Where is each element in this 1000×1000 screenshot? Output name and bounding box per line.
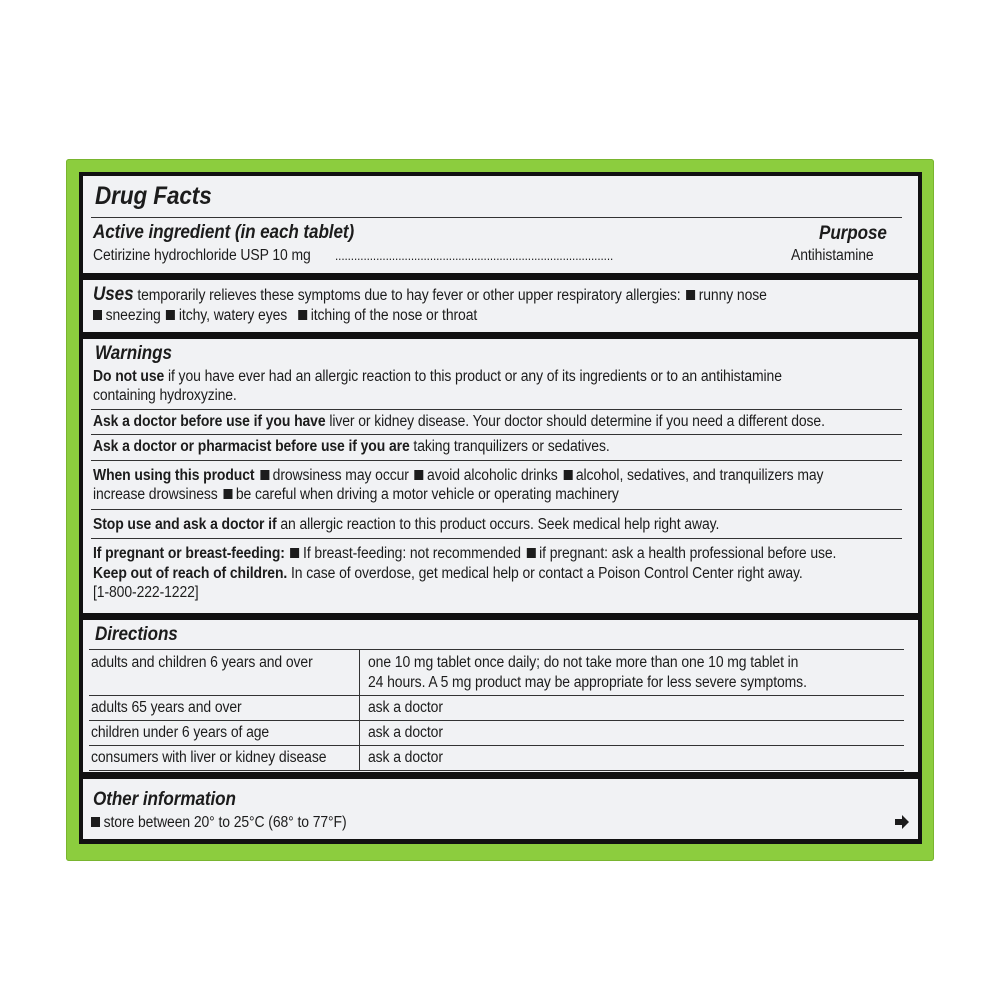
directions-what: ask a doctor xyxy=(368,724,443,741)
stop-use-label: Stop use and ask a doctor if xyxy=(93,516,277,533)
square-bullet-icon xyxy=(298,310,307,320)
directions-what: 24 hours. A 5 mg product may be appropriate for less severe symptoms. xyxy=(368,674,807,691)
directions-what: ask a doctor xyxy=(368,699,443,716)
directions-section xyxy=(83,620,918,772)
ask-pharmacist-label: Ask a doctor or pharmacist before use if you are xyxy=(93,438,410,455)
do-not-use-text-2: containing hydroxyzine. xyxy=(93,387,237,404)
divider xyxy=(91,217,902,218)
storage-text: store between 20° to 25°C (68° to 77°F) xyxy=(103,814,347,831)
other-information-line xyxy=(91,813,347,832)
square-bullet-icon xyxy=(223,489,232,499)
arrow-right-icon xyxy=(895,815,909,829)
directions-who: consumers with liver or kidney disease xyxy=(91,749,327,766)
table-top-rule xyxy=(89,649,904,650)
directions-who: adults 65 years and over xyxy=(91,699,242,716)
square-bullet-icon xyxy=(260,470,269,480)
purpose-heading: Purpose xyxy=(819,223,887,244)
uses-item: itching of the nose or throat xyxy=(310,307,478,324)
pregnant-item: if pregnant: ask a health professional before use. xyxy=(539,545,837,562)
poison-control-phone: [1-800-222-1222] xyxy=(93,584,199,601)
active-ingredient-section xyxy=(83,176,918,273)
ask-doctor-line xyxy=(93,412,825,431)
directions-who: children under 6 years of age xyxy=(91,724,270,741)
square-bullet-icon xyxy=(166,310,175,320)
do-not-use-label: Do not use xyxy=(93,368,165,385)
uses-section xyxy=(83,280,918,332)
table-row-rule xyxy=(89,720,904,721)
ask-doctor-text: liver or kidney disease. Your doctor should determine if you need a different dose. xyxy=(329,413,825,430)
uses-text: temporarily relieves these symptoms due to hay fever or other upper respiratory allergies: xyxy=(137,287,681,304)
uses-line-2 xyxy=(93,306,477,325)
directions-heading: Directions xyxy=(95,624,178,645)
when-using-label: When using this product xyxy=(93,467,255,484)
square-bullet-icon xyxy=(527,548,536,558)
ask-pharmacist-text: taking tranquilizers or sedatives. xyxy=(413,438,610,455)
table-row-rule xyxy=(89,695,904,696)
square-bullet-icon xyxy=(93,310,102,320)
directions-what: one 10 mg tablet once daily; do not take more than one 10 mg tablet in xyxy=(368,654,799,671)
divider xyxy=(91,460,902,461)
stop-use-line xyxy=(93,515,719,534)
warnings-heading: Warnings xyxy=(95,343,172,364)
keep-out-line xyxy=(93,564,803,583)
uses-item: itchy, watery eyes xyxy=(178,307,288,324)
leader-dots: ........................................................................................ xyxy=(335,248,614,263)
square-bullet-icon xyxy=(563,470,572,480)
uses-item: sneezing xyxy=(105,307,161,324)
uses-heading: Uses xyxy=(93,284,134,305)
divider xyxy=(91,434,902,435)
do-not-use-text: if you have ever had an allergic reaction to this product or any of its ingredients or to an antihistamine xyxy=(167,368,782,385)
page-title: Drug Facts xyxy=(95,182,212,210)
ask-doctor-label: Ask a doctor before use if you have xyxy=(93,413,326,430)
warnings-section xyxy=(83,339,918,613)
purpose-value: Antihistamine xyxy=(791,247,874,264)
table-column-divider xyxy=(359,649,360,770)
other-information-heading: Other information xyxy=(93,789,236,810)
do-not-use-line xyxy=(93,367,782,386)
directions-who: adults and children 6 years and over xyxy=(91,654,313,671)
square-bullet-icon xyxy=(686,290,695,300)
square-bullet-icon xyxy=(414,470,423,480)
active-ingredient-heading: Active ingredient (in each tablet) xyxy=(93,222,355,243)
keep-out-text: In case of overdose, get medical help or contact a Poison Control Center right away. xyxy=(290,565,803,582)
ask-pharmacist-line xyxy=(93,437,610,456)
when-using-item: alcohol, sedatives, and tranquilizers may xyxy=(575,467,824,484)
pregnant-line xyxy=(93,544,836,563)
when-using-line-1 xyxy=(93,466,823,485)
directions-what: ask a doctor xyxy=(368,749,443,766)
when-using-item: increase drowsiness xyxy=(93,486,218,503)
pregnant-item: If breast-feeding: not recommended xyxy=(303,545,521,562)
when-using-item: avoid alcoholic drinks xyxy=(427,467,558,484)
square-bullet-icon xyxy=(290,548,299,558)
when-using-line-2 xyxy=(93,485,619,504)
when-using-item: be careful when driving a motor vehicle or operating machinery xyxy=(235,486,619,503)
table-bottom-rule xyxy=(89,770,904,771)
pregnant-label: If pregnant or breast-feeding: xyxy=(93,545,285,562)
square-bullet-icon xyxy=(91,817,100,827)
stop-use-text: an allergic reaction to this product occurs. Seek medical help right away. xyxy=(280,516,720,533)
divider xyxy=(91,409,902,410)
other-information-section xyxy=(83,779,918,839)
ingredient-name: Cetirizine hydrochloride USP 10 mg xyxy=(93,247,311,264)
divider xyxy=(91,509,902,510)
divider xyxy=(91,538,902,539)
uses-item: runny nose xyxy=(698,287,767,304)
keep-out-label: Keep out of reach of children. xyxy=(93,565,288,582)
table-row-rule xyxy=(89,745,904,746)
when-using-item: drowsiness may occur xyxy=(272,467,409,484)
uses-line-1 xyxy=(93,284,767,306)
